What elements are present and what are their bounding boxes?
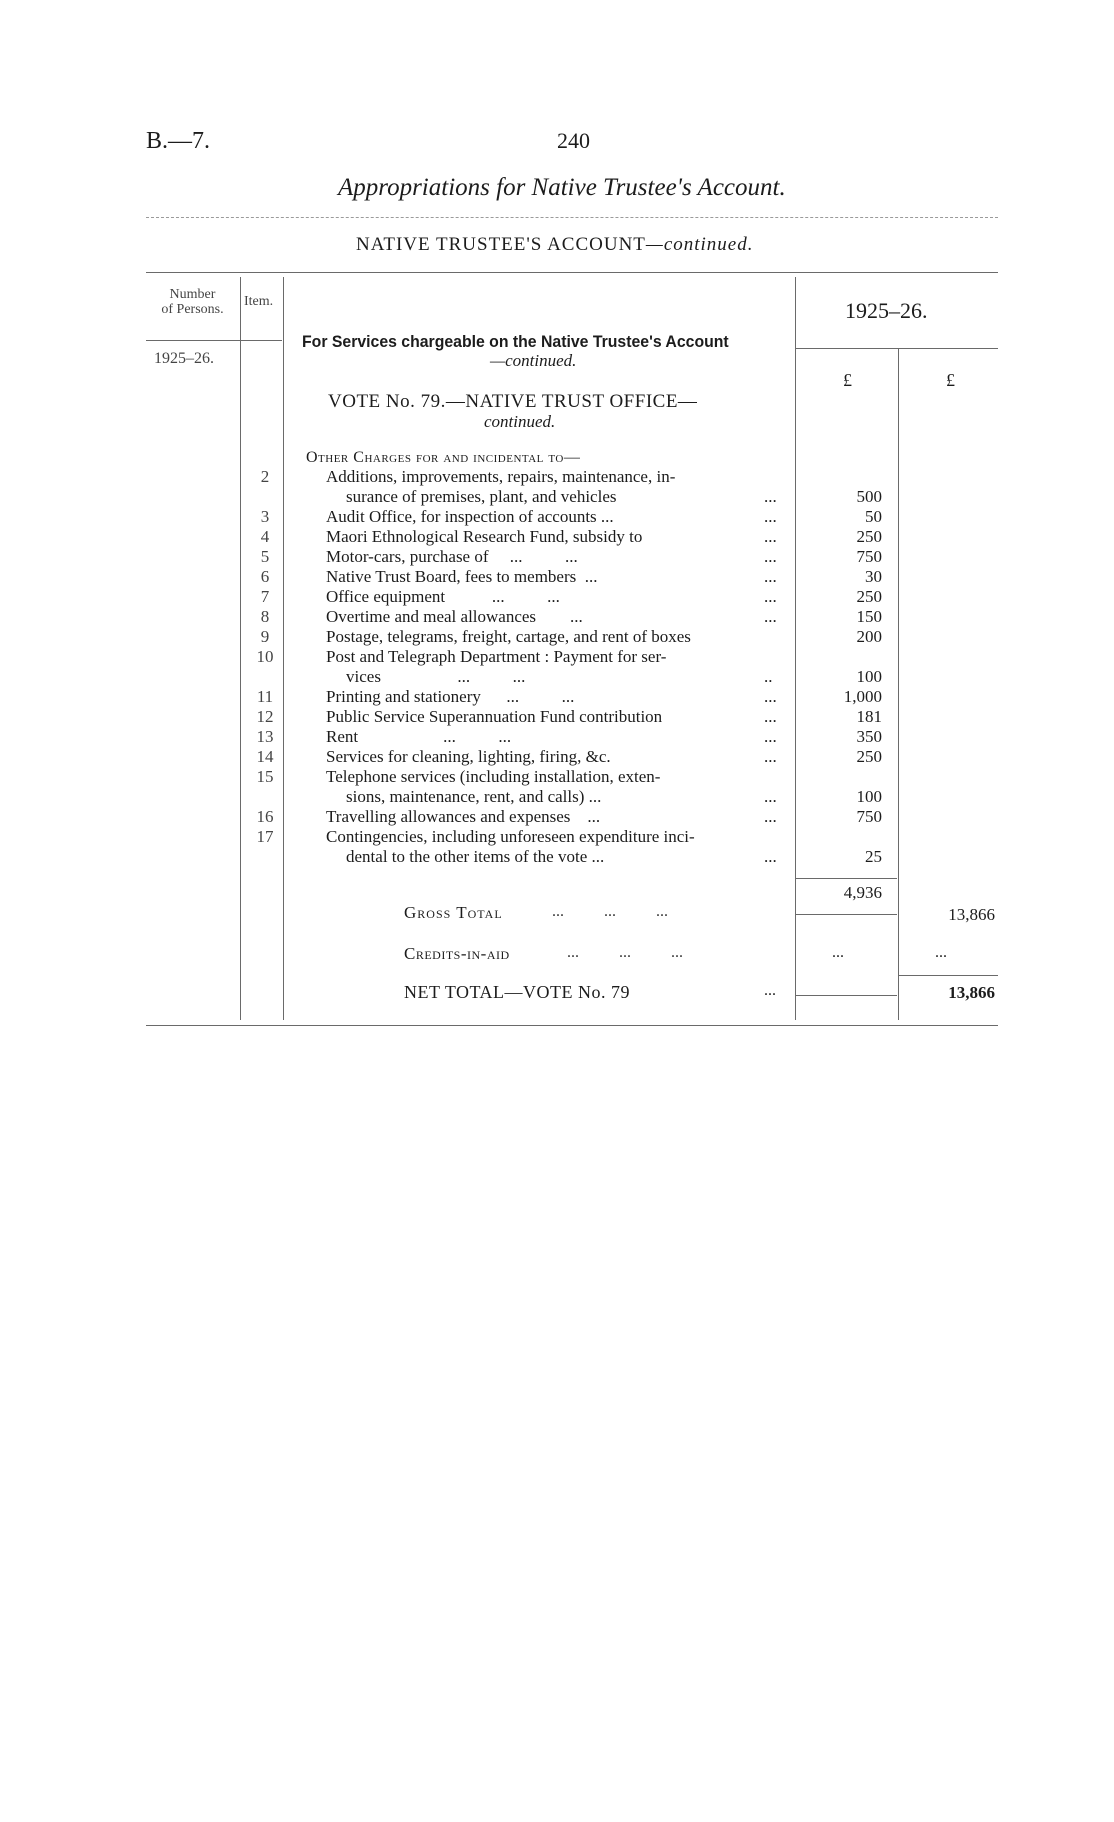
subtotal-rule-bottom <box>795 914 897 915</box>
item-description: Postage, telegrams, freight, cartage, and rent of boxes <box>326 627 691 646</box>
item-amount: 1,000 <box>843 687 882 706</box>
account-subtitle-cont: —continued. <box>645 234 754 255</box>
charge-row <box>0 727 1114 747</box>
item-amount: 100 <box>856 667 882 686</box>
charge-row <box>0 607 1114 627</box>
col-header-year: 1925–26. <box>845 298 928 323</box>
item-number: 16 <box>256 807 274 826</box>
charge-row <box>0 827 1114 867</box>
subtotal-value: 4,936 <box>843 883 882 902</box>
item-description: Services for cleaning, lighting, firing, &c. <box>326 747 611 766</box>
charge-row <box>0 707 1114 727</box>
leader-dots: ... <box>764 747 777 766</box>
net-total-dash <box>795 995 897 996</box>
item-number: 11 <box>256 687 274 706</box>
item-number: 10 <box>256 647 274 666</box>
leader-dots: ... <box>764 847 777 866</box>
header-underline-right <box>795 348 998 349</box>
item-description: Maori Ethnological Research Fund, subsidy to <box>326 527 643 546</box>
other-charges-heading: Other Charges for and incidental to— <box>306 449 581 466</box>
credits-label: Credits-in-aid <box>404 944 510 963</box>
col-header-persons-line1: Number <box>169 287 216 302</box>
item-description: vices ... ... <box>346 667 526 686</box>
item-amount: 50 <box>865 507 882 526</box>
leader-dots: ... <box>764 507 777 526</box>
item-number: 8 <box>260 607 270 626</box>
item-amount: 200 <box>856 627 882 646</box>
table-bottom-rule <box>146 1025 998 1026</box>
charge-row <box>0 807 1114 827</box>
leader-dots: ... <box>764 527 777 546</box>
net-total-rule-top <box>898 975 998 976</box>
item-number: 13 <box>256 727 274 746</box>
item-number: 17 <box>256 827 274 846</box>
leader-dots: ... <box>764 787 777 806</box>
leader-dots: ... <box>764 727 777 746</box>
item-amount: 350 <box>856 727 882 746</box>
item-description: Office equipment ... ... <box>326 587 560 606</box>
leader-dots: ... <box>764 547 777 566</box>
item-description: Post and Telegraph Department : Payment for ser- <box>326 647 667 666</box>
item-amount: 500 <box>856 487 882 506</box>
col-header-persons-line2: of Persons. <box>161 302 224 317</box>
item-number: 15 <box>256 767 274 786</box>
item-number: 14 <box>256 747 274 766</box>
vote-heading-cont: continued. <box>484 412 556 431</box>
item-amount: 150 <box>856 607 882 626</box>
page-ref: B.—7. <box>146 128 211 154</box>
item-number: 4 <box>260 527 270 546</box>
item-amount: 30 <box>865 567 882 586</box>
currency-col2: £ <box>946 370 955 390</box>
leader-dots: ... <box>764 707 777 726</box>
item-description: Additions, improvements, repairs, maintenance, in- <box>326 467 676 486</box>
item-amount: 25 <box>865 847 882 866</box>
item-amount: 750 <box>856 547 882 566</box>
page-number: 240 <box>557 128 590 153</box>
item-description: Travelling allowances and expenses ... <box>326 807 601 826</box>
item-number: 9 <box>260 627 270 646</box>
gross-total-dots: ... ... ... <box>552 903 668 920</box>
item-description: Contingencies, including unforeseen expenditure inci- <box>326 827 695 846</box>
item-description: sions, maintenance, rent, and calls) ... <box>346 787 602 806</box>
net-total-dots: ... <box>764 982 776 999</box>
item-description: Audit Office, for inspection of accounts ... <box>326 507 614 526</box>
account-subtitle-main: NATIVE TRUSTEE'S ACCOUNT <box>356 234 646 255</box>
col-header-item: Item. <box>244 294 274 309</box>
col-header-persons <box>150 287 235 317</box>
item-description: Printing and stationery ... ... <box>326 687 575 706</box>
vote-heading: VOTE No. 79.—NATIVE TRUST OFFICE— <box>328 391 698 412</box>
charge-row <box>0 767 1114 807</box>
item-amount: 250 <box>856 527 882 546</box>
item-amount: 250 <box>856 747 882 766</box>
item-description: dental to the other items of the vote ... <box>346 847 605 866</box>
leader-dots: ... <box>764 807 777 826</box>
leader-dots: ... <box>764 567 777 586</box>
item-description: Public Service Superannuation Fund contribution <box>326 707 663 726</box>
credits-col1: ... <box>832 944 844 961</box>
charge-row <box>0 747 1114 767</box>
section-heading-cont: —continued. <box>490 351 577 370</box>
item-description: Overtime and meal allowances ... <box>326 607 583 626</box>
leader-dots: .. <box>764 667 773 686</box>
item-amount: 750 <box>856 807 882 826</box>
item-number: 6 <box>260 567 270 586</box>
item-description: Telephone services (including installation, exten- <box>326 767 661 786</box>
charge-row <box>0 547 1114 567</box>
charge-row <box>0 627 1114 647</box>
leader-dots: ... <box>764 687 777 706</box>
gross-total-label: Gross Total <box>404 903 503 922</box>
currency-col1: £ <box>843 370 852 390</box>
charge-row <box>0 687 1114 707</box>
section-heading: For Services chargeable on the Native Trustee's Account <box>302 332 729 351</box>
charge-row <box>0 587 1114 607</box>
charge-row <box>0 527 1114 547</box>
item-description: Motor-cars, purchase of ... ... <box>326 547 578 566</box>
item-number: 3 <box>260 507 270 526</box>
item-description: surance of premises, plant, and vehicles <box>346 487 617 506</box>
persons-year: 1925–26. <box>154 350 214 367</box>
gross-total-value: 13,866 <box>948 905 995 924</box>
credits-dots: ... ... ... <box>567 944 683 961</box>
net-total-label: NET TOTAL—VOTE No. 79 <box>404 982 631 1002</box>
table-top-rule <box>146 272 998 273</box>
charge-row <box>0 467 1114 507</box>
credits-col2: ... <box>935 944 947 961</box>
header-underline-left <box>146 340 282 341</box>
item-number: 12 <box>256 707 274 726</box>
item-number: 2 <box>260 467 270 486</box>
title-rule <box>146 217 998 218</box>
account-subtitle <box>356 234 754 256</box>
item-amount: 250 <box>856 587 882 606</box>
leader-dots: ... <box>764 607 777 626</box>
leader-dots: ... <box>764 487 777 506</box>
item-number: 5 <box>260 547 270 566</box>
net-total-value: 13,866 <box>948 983 995 1002</box>
leader-dots: ... <box>764 587 777 606</box>
page-title: Appropriations for Native Trustee's Account. <box>338 174 786 201</box>
item-amount: 181 <box>856 707 882 726</box>
subtotal-rule-top <box>795 878 897 879</box>
item-description: Native Trust Board, fees to members ... <box>326 567 598 586</box>
item-description: Rent ... ... <box>326 727 512 746</box>
charge-row <box>0 647 1114 687</box>
item-number: 7 <box>260 587 270 606</box>
item-amount: 100 <box>856 787 882 806</box>
charge-row <box>0 567 1114 587</box>
charge-row <box>0 507 1114 527</box>
